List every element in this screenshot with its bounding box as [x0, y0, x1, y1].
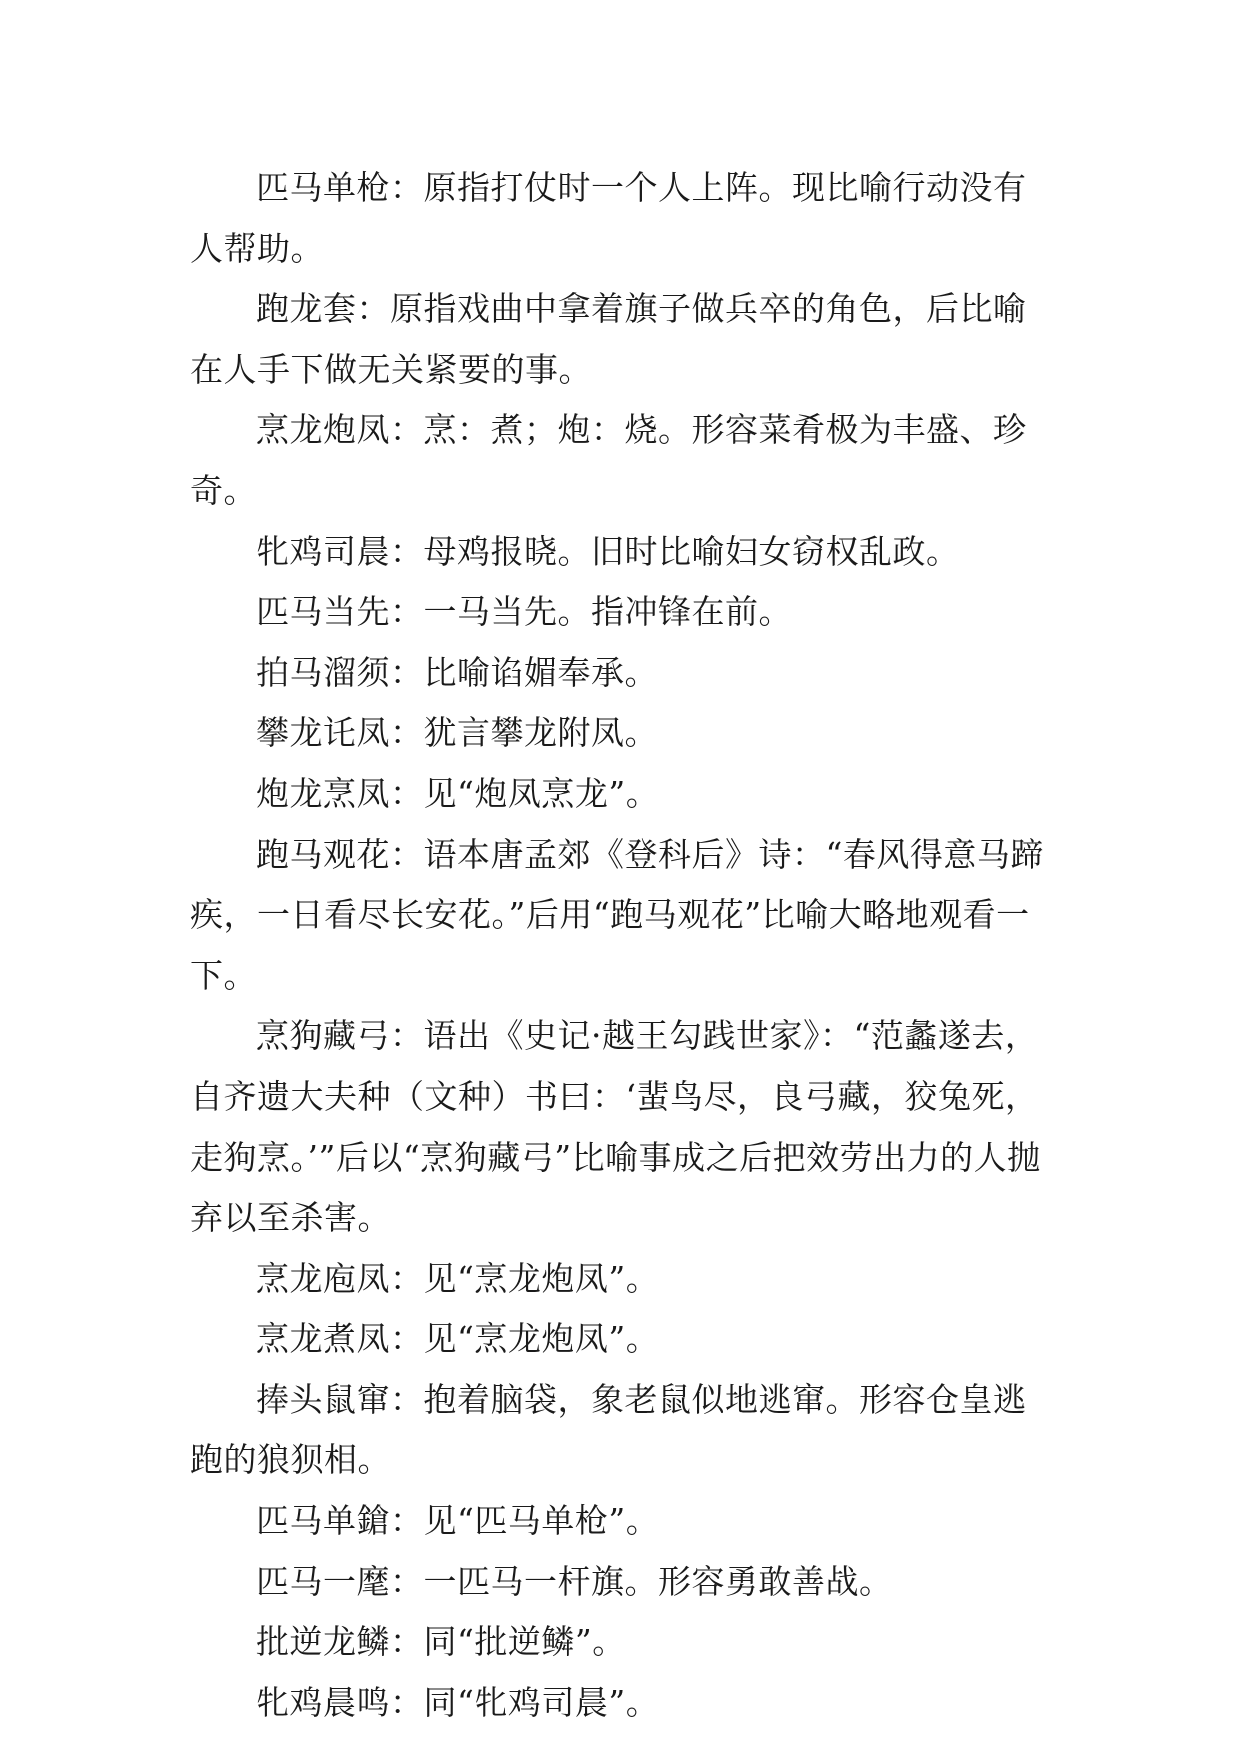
entry-text: 匹马单鎗：见“匹马单枪”。 — [256, 1501, 660, 1541]
entry-text: 炮龙烹凤：见“炮凤烹龙”。 — [256, 773, 660, 813]
entry-text: 烹龙庖凤：见“烹龙炮凤”。 — [256, 1258, 660, 1298]
entry-text: 匹马单枪：原指打仗时一个人上阵。现比喻行动没有人帮助。 — [190, 168, 1027, 268]
entry-text: 匹马一麾：一匹马一杆旗。形容勇敢善战。 — [256, 1561, 893, 1601]
entry-list — [190, 158, 1050, 1733]
entry-text: 牝鸡晨鸣：同“牝鸡司晨”。 — [256, 1682, 660, 1722]
entry-text: 烹狗藏弓：语出《史记·越王勾践世家》：“范蠡遂去，自齐遗大夫种（文种）书曰：‘蜚鸟尽，良弓藏，狡兔死，走狗烹。’”后以“烹狗藏弓”比喻事成之后把效劳出力的人抛弃以至杀害。 — [190, 1016, 1041, 1238]
entry-text: 跑马观花：语本唐孟郊《登科后》诗：“春风得意马蹄疾，一日看尽长安花。”后用“跑马观花”比喻大略地观看一下。 — [190, 834, 1044, 995]
entry-text: 匹马当先：一马当先。指冲锋在前。 — [256, 592, 792, 632]
entry-text: 攀龙讬凤：犹言攀龙附凤。 — [256, 713, 658, 753]
entry-text: 批逆龙鳞：同“批逆鳞”。 — [256, 1622, 626, 1662]
entry-text: 烹龙煮凤：见“烹龙炮凤”。 — [256, 1319, 660, 1359]
entry-text: 牝鸡司晨：母鸡报晓。旧时比喻妇女窃权乱政。 — [256, 531, 960, 571]
entry-text: 拍马溜须：比喻谄媚奉承。 — [256, 652, 658, 692]
entry-text: 捧头鼠窜：抱着脑袋，象老鼠似地逃窜。形容仓皇逃跑的狼狈相。 — [190, 1379, 1027, 1480]
entry-text: 跑龙套：原指戏曲中拿着旗子做兵卒的角色，后比喻在人手下做无关紧要的事。 — [190, 289, 1027, 389]
entry-text: 烹龙炮凤：烹：煮；炮：烧。形容菜肴极为丰盛、珍奇。 — [190, 410, 1027, 510]
